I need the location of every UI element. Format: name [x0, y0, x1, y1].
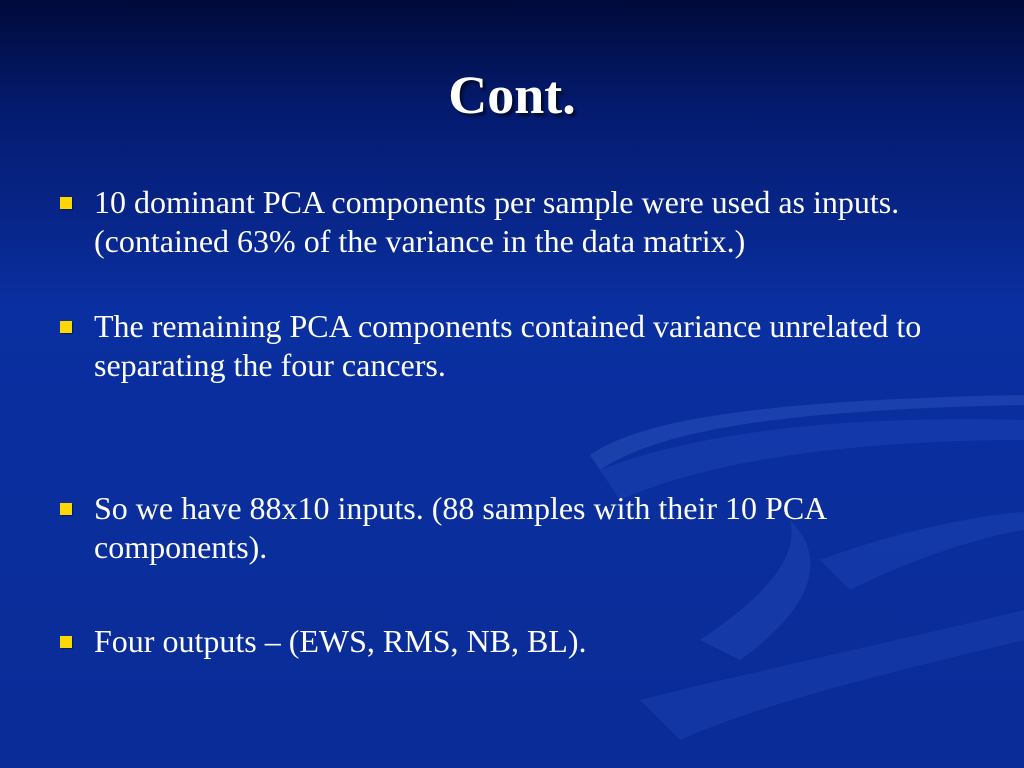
bullet-text: So we have 88x10 inputs. (88 samples with their 10 PCA components).	[94, 490, 826, 565]
bullet-item	[60, 307, 980, 385]
bullet-item	[60, 489, 980, 567]
bullet-text: The remaining PCA components contained variance unrelated to separating the four cancers.	[94, 308, 922, 383]
square-bullet-icon	[60, 636, 72, 648]
slide-title: Cont.	[448, 65, 576, 125]
square-bullet-icon	[60, 321, 72, 333]
square-bullet-icon	[60, 197, 72, 209]
bullet-text: 10 dominant PCA components per sample were used as inputs. (contained 63% of the variance in the data matrix.)	[94, 184, 900, 259]
square-bullet-icon	[60, 503, 72, 515]
bullet-item	[60, 183, 980, 261]
bullet-item	[60, 622, 980, 661]
bullet-text: Four outputs – (EWS, RMS, NB, BL).	[94, 623, 587, 659]
